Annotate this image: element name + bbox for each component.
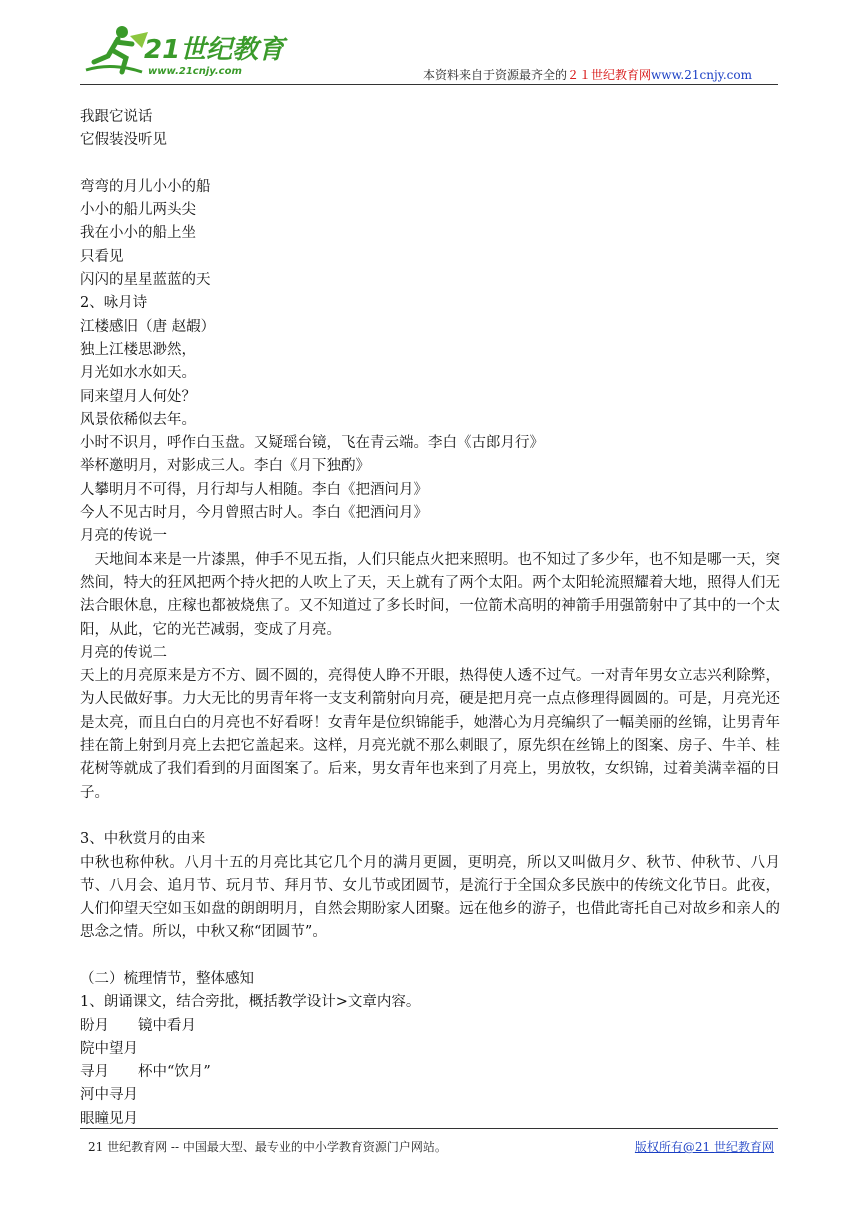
- runner-logo-icon: [82, 22, 292, 82]
- legend-heading: 月亮的传说一: [80, 528, 167, 545]
- header-divider: [80, 84, 778, 85]
- text-line: 弯弯的月儿小小的船: [80, 178, 211, 195]
- paragraph: 天上的月亮原来是方不方、圆不圆的，亮得使人睁不开眼，热得使人透不过气。一对青年男女立志兴利除弊，为人民做好事。力大无比的男青年将一支支利箭射向月亮，硬是把月亮一点点修理得圆圆的。可是，月亮光还是太亮，而且白白的月亮也不好看呀！女青年是位织锦能手，她潜心为月亮编织了一幅美丽的丝锦，让男青年挂在箭上射到月亮上去把它盖起来。这样，月亮光就不那么刺眼了，原先织在丝锦上的图案、房子、牛羊、桂花树等就成了我们看到的月面图案了。后来，男女青年也来到了月亮上，男放牧，女织锦，过着美满幸福的日子。: [80, 668, 780, 801]
- poem-title: 江楼感旧（唐 赵嘏）: [80, 318, 216, 335]
- text-line: 同来望月人何处？: [80, 388, 196, 405]
- text-line: 月光如水水如天。: [80, 365, 196, 382]
- header-note: [423, 66, 752, 83]
- blank-line: [80, 153, 780, 176]
- text-line: 院中望月: [80, 1040, 138, 1057]
- logo: [82, 22, 292, 82]
- paragraph: 天地间本来是一片漆黑，伸手不见五指，人们只能点火把来照明。也不知过了多少年，也不知是哪一天，突然间，特大的狂风把两个持火把的人吹上了天，天上就有了两个太阳。两个太阳轮流照耀着大地，照得人们无法合眼休息，庄稼也都被烧焦了。又不知道过了多长时间，一位箭术高明的神箭手用强箭射中了其中的一个太阳，从此，它的光芒减弱，变成了月亮。: [80, 551, 780, 638]
- text-line: 今人不见古时月，今月曾照古时人。李白《把酒问月》: [80, 505, 428, 522]
- header-note-prefix: 本资料来自于资源最齐全的: [423, 68, 568, 82]
- text-line: 只看见: [80, 248, 124, 265]
- text-line: 举杯邀明月，对影成三人。李白《月下独酌》: [80, 458, 370, 475]
- text-line: 人攀明月不可得，月行却与人相随。李白《把酒问月》: [80, 481, 428, 498]
- text-line: 眼瞳见月: [80, 1110, 138, 1127]
- text-line: 独上江楼思渺然，: [80, 341, 196, 358]
- text-line: 我在小小的船上坐: [80, 225, 196, 242]
- footer-divider: [80, 1128, 778, 1129]
- section-heading: 2、咏月诗: [80, 295, 148, 312]
- text-line: 小小的船儿两头尖: [80, 202, 196, 219]
- legend-heading: 月亮的传说二: [80, 644, 167, 661]
- header-url-link[interactable]: www.21cnjy.com: [651, 68, 752, 82]
- blank-line: [80, 945, 780, 968]
- svg-text:www.21cnjy.com: www.21cnjy.com: [148, 66, 242, 77]
- document-body: [80, 106, 780, 1131]
- text-line: 小时不识月，呼作白玉盘。又疑瑶台镜，飞在青云端。李白《古郎月行》: [80, 435, 544, 452]
- footer-text: 21 世纪教育网 -- 中国最大型、最专业的中小学教育资源门户网站。: [88, 1140, 447, 1154]
- text-line: 寻月 杯中“饮月”: [80, 1064, 211, 1081]
- blank-line: [80, 805, 780, 828]
- section-heading: （二）梳理情节，整体感知: [80, 970, 254, 987]
- text-line: 它假装没听见: [80, 132, 167, 149]
- text-line: 闪闪的星星蓝蓝的天: [80, 272, 211, 289]
- paragraph: 中秋也称仲秋。八月十五的月亮比其它几个月的满月更圆，更明亮，所以又叫做月夕、秋节、仲秋节、八月节、八月会、追月节、玩月节、拜月节、女儿节或团圆节，是流行于全国众多民族中的传统文化节日。此夜，人们仰望天空如玉如盘的朗朗明月，自然会期盼家人团聚。远在他乡的游子，也借此寄托自己对故乡和亲人的思念之情。所以，中秋又称“团圆节”。: [80, 854, 780, 941]
- svg-text:21世纪教育: 21世纪教育: [144, 35, 285, 65]
- text-line: 1、朗诵课文，结合旁批，概括教学设计>文章内容。: [80, 994, 421, 1011]
- copyright-link[interactable]: 版权所有@21 世纪教育网: [634, 1140, 774, 1154]
- text-line: 盼月 镜中看月: [80, 1017, 196, 1034]
- section-heading: 3、中秋赏月的由来: [80, 831, 206, 848]
- text-line: 河中寻月: [80, 1087, 138, 1104]
- text-line: 我跟它说话: [80, 109, 153, 125]
- text-line: 风景依稀似去年。: [80, 411, 196, 428]
- header-brand: ２１世纪教育网: [567, 68, 652, 82]
